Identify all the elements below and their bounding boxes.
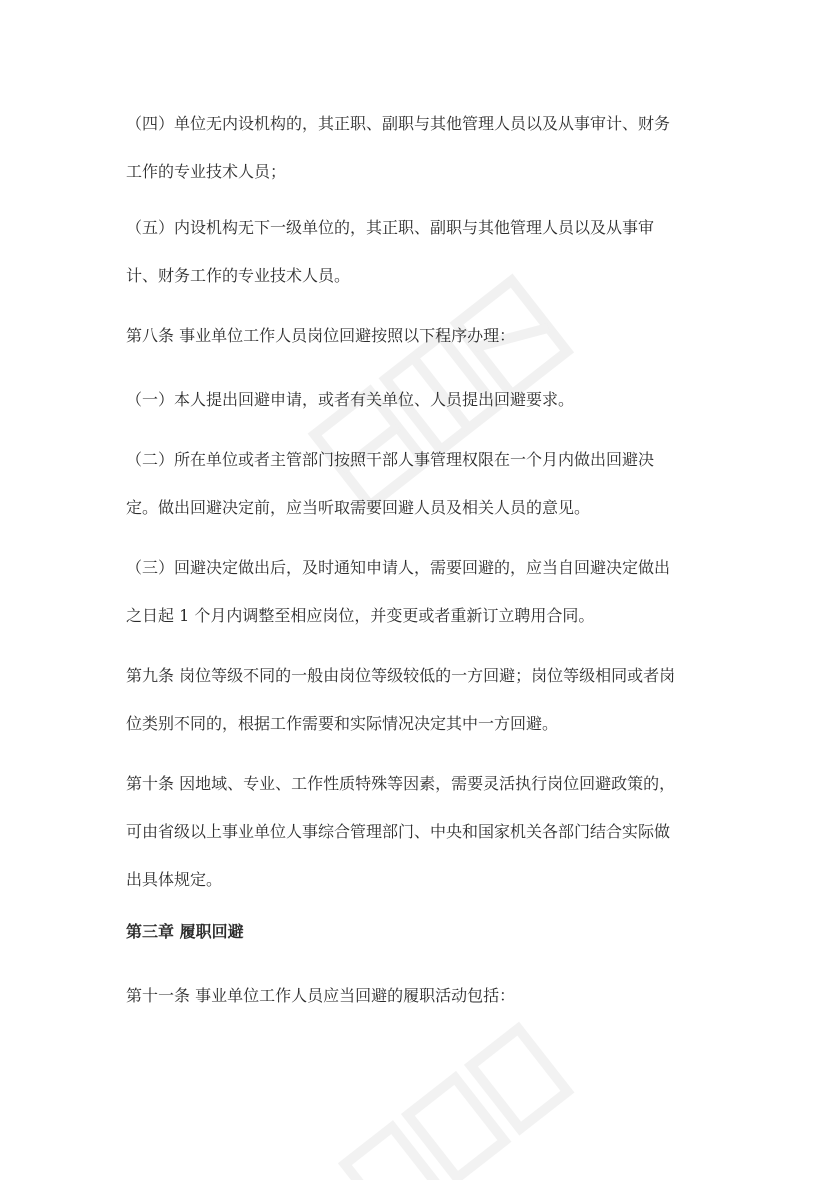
text-line: （三）回避决定做出后，及时通知申请人，需要回避的，应当自回避决定做出	[126, 558, 671, 577]
text-line: 计、财务工作的专业技术人员。	[126, 266, 351, 285]
paragraph-step-1	[126, 376, 716, 424]
paragraph-article-11	[126, 972, 716, 1020]
text-line: 出具体规定。	[126, 870, 223, 889]
text-line: （五）内设机构无下一级单位的，其正职、副职与其他管理人员以及从事审	[126, 218, 655, 237]
paragraph-item-4	[126, 100, 716, 196]
paragraph-step-3	[126, 544, 716, 640]
watermark-logo-bottom	[300, 1010, 600, 1180]
text-line: （二）所在单位或者主管部门按照干部人事管理权限在一个月内做出回避决	[126, 450, 655, 469]
text-line: 之日起 1 个月内调整至相应岗位，并变更或者重新订立聘用合同。	[126, 606, 595, 625]
text-line: 第八条 事业单位工作人员岗位回避按照以下程序办理：	[126, 326, 516, 345]
text-line: 第九条 岗位等级不同的一般由岗位等级较低的一方回避；岗位等级相同或者岗	[126, 666, 676, 685]
text-line: 定。做出回避决定前，应当听取需要回避人员及相关人员的意见。	[126, 498, 591, 517]
paragraph-article-8	[126, 312, 716, 360]
text-line: 第三章 履职回避	[126, 922, 244, 941]
text-line: 位类别不同的，根据工作需要和实际情况决定其中一方回避。	[126, 714, 559, 733]
text-line: 工作的专业技术人员；	[126, 162, 287, 181]
paragraph-item-5	[126, 204, 716, 300]
paragraph-article-9	[126, 652, 716, 748]
chapter-heading	[126, 908, 716, 956]
text-line: 第十一条 事业单位工作人员应当回避的履职活动包括：	[126, 986, 516, 1005]
text-line: 第十条 因地域、专业、工作性质特殊等因素，需要灵活执行岗位回避政策的，	[126, 774, 676, 793]
text-line: 可由省级以上事业单位人事综合管理部门、中央和国家机关各部门结合实际做	[126, 822, 671, 841]
text-line: （四）单位无内设机构的，其正职、副职与其他管理人员以及从事审计、财务	[126, 114, 671, 133]
text-line: （一）本人提出回避申请，或者有关单位、人员提出回避要求。	[126, 390, 575, 409]
paragraph-step-2	[126, 436, 716, 532]
paragraph-article-10	[126, 760, 716, 904]
